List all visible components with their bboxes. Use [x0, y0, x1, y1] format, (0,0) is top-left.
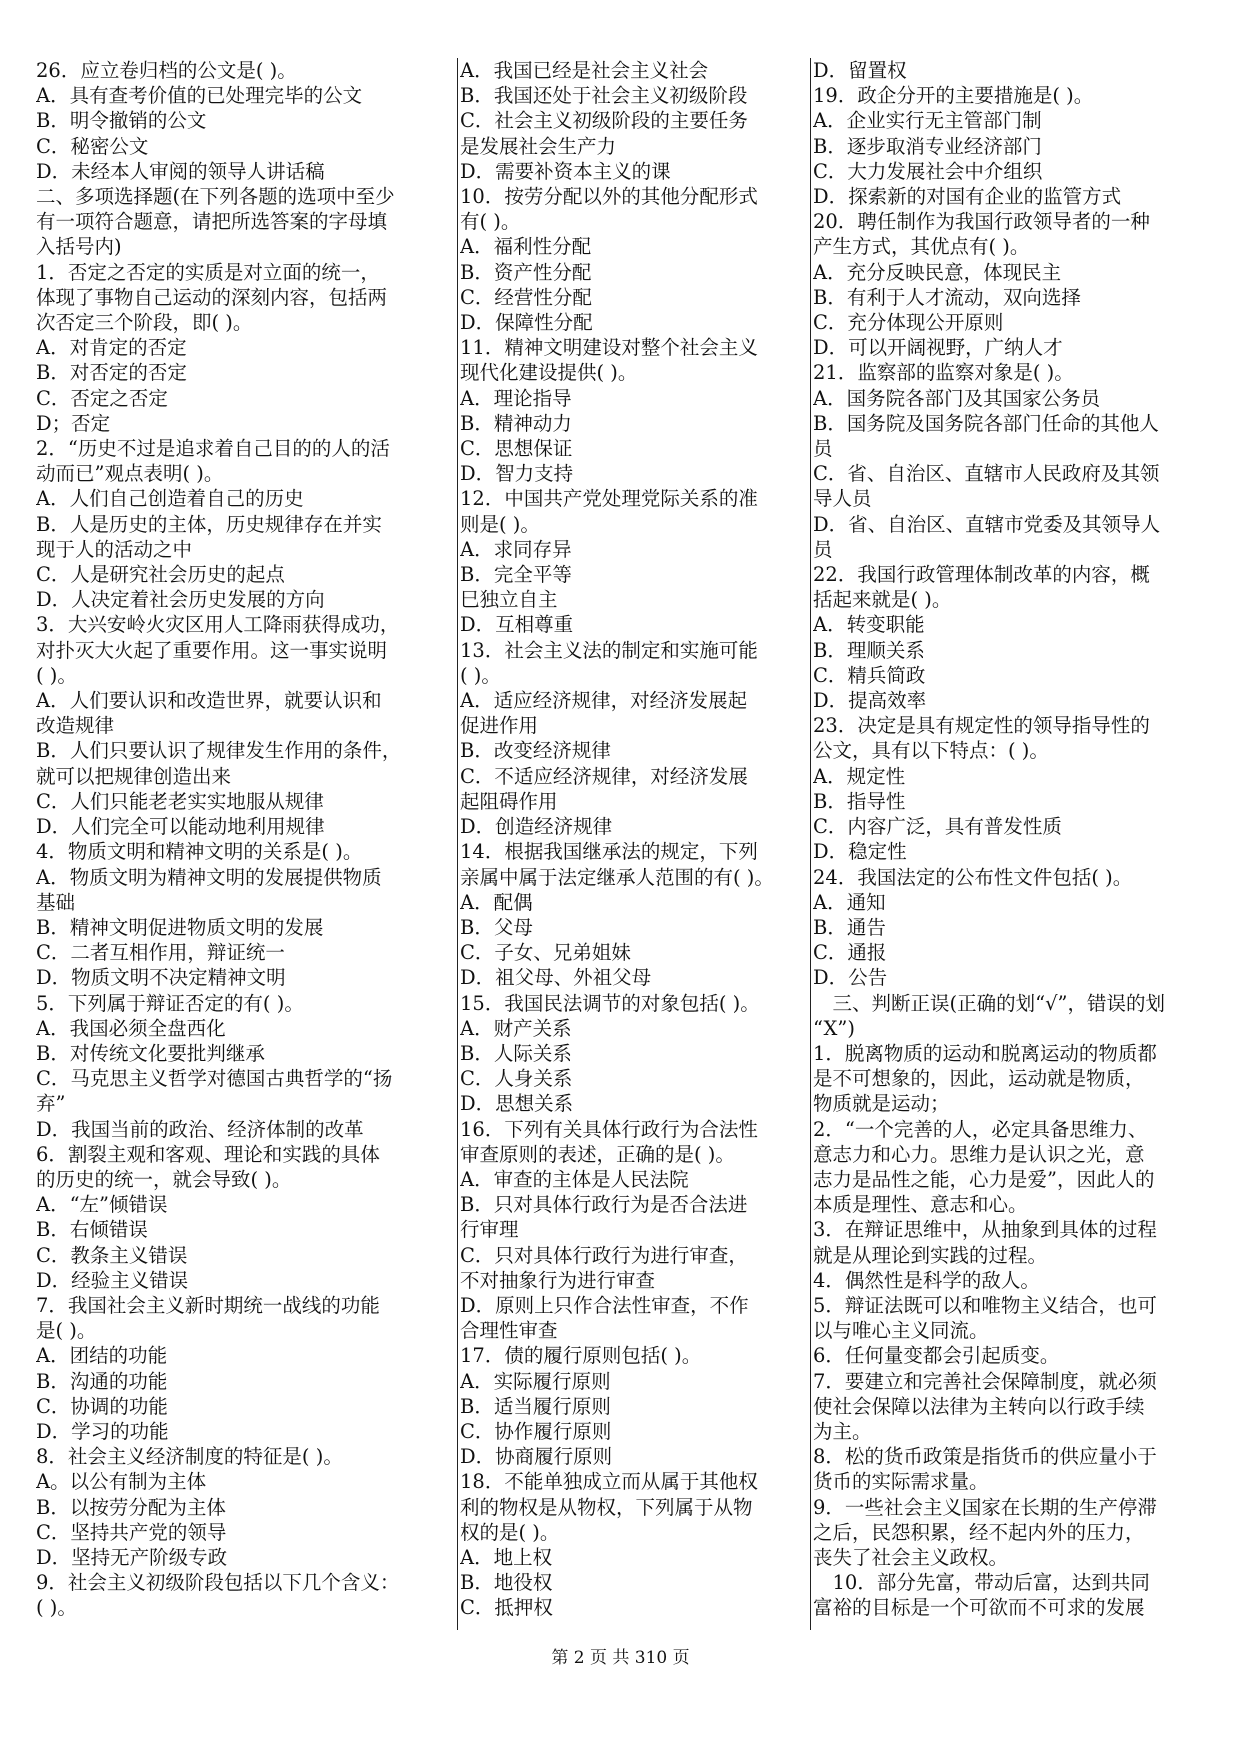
text-line: C．精兵简政 — [813, 663, 926, 687]
text-line: B．只对具体行政行为是否合法进 — [460, 1193, 748, 1217]
text-line: D．智力支持 — [460, 462, 574, 486]
text-line: 是( )。 — [36, 1319, 97, 1343]
text-line: 对扑灭大火起了重要作用。这一事实说明 — [36, 638, 388, 662]
text-line: D．协商履行原则 — [460, 1445, 613, 1469]
text-line: C．教条主义错误 — [36, 1243, 188, 1267]
text-line: B．地役权 — [460, 1571, 553, 1595]
text-line: 5．下列属于辩证否定的有( )。 — [36, 991, 304, 1015]
text-line: D．学习的功能 — [36, 1419, 169, 1443]
text-line: 就可以把规律创造出来 — [36, 764, 232, 788]
text-line: 促进作用 — [460, 714, 539, 738]
text-line: D．稳定性 — [813, 840, 907, 864]
text-line: D．物质文明不决定精神文明 — [36, 966, 286, 990]
text-line: C．思想保证 — [460, 437, 573, 461]
text-line: 起阻碍作用 — [460, 789, 558, 813]
text-line: D．需要补资本主义的课 — [460, 159, 671, 183]
text-line: A．转变职能 — [813, 613, 925, 637]
text-line: C．大力发展社会中介组织 — [813, 159, 1043, 183]
text-line: B．以按劳分配为主体 — [36, 1495, 226, 1519]
text-line: B．对传统文化要批判继承 — [36, 1041, 265, 1065]
text-line: B．资产性分配 — [460, 260, 592, 284]
text-line: 10．部分先富，带动后富，达到共同 — [813, 1571, 1150, 1595]
text-line: A．我国已经是社会主义社会 — [460, 59, 709, 82]
text-line: B．精神动力 — [460, 411, 572, 435]
text-line: 意志力和心力。思维力是认识之光，意 — [813, 1142, 1145, 1166]
text-line: C．内容广泛，具有普发性质 — [813, 815, 1062, 839]
text-line: A．财产关系 — [460, 1016, 572, 1040]
text-line: A．配偶 — [460, 890, 533, 914]
text-line: D．提高效率 — [813, 689, 927, 713]
text-line: C．抵押权 — [460, 1596, 553, 1620]
text-line: D．经验主义错误 — [36, 1268, 189, 1292]
text-line: 9．社会主义初级阶段包括以下几个含义： — [36, 1571, 400, 1595]
text-line: 9．一些社会主义国家在长期的生产停滞 — [813, 1495, 1157, 1519]
text-line: A．团结的功能 — [36, 1344, 168, 1368]
text-line: A．人们自己创造着自己的历史 — [36, 487, 304, 511]
text-line: 4．物质文明和精神文明的关系是( )。 — [36, 840, 363, 864]
text-line: 以与唯心主义同流。 — [813, 1319, 989, 1343]
text-line: 产生方式，其优点有( )。 — [813, 235, 1030, 259]
text-line: 10．按劳分配以外的其他分配形式 — [460, 185, 758, 209]
text-line: D．可以开阔视野，广纳人才 — [813, 336, 1063, 360]
text-line: 括起来就是( )。 — [813, 588, 952, 612]
text-line: C．子女、兄弟姐妹 — [460, 941, 631, 965]
text-line: 志力是品性之能，心力是爱”，因此人的 — [813, 1167, 1155, 1191]
text-line: 则是( )。 — [460, 512, 540, 536]
text-line: B．适当履行原则 — [460, 1394, 611, 1418]
text-line: 19．政企分开的主要措施是( )。 — [813, 84, 1094, 108]
text-line: C．否定之否定 — [36, 386, 168, 410]
text-line: 货币的实际需求量。 — [813, 1470, 989, 1494]
text-line: 2．“历史不过是追求着自己目的的人的活 — [36, 437, 390, 461]
text-line: 17．债的履行原则包括( )。 — [460, 1344, 702, 1368]
text-line: ( )。 — [36, 1596, 77, 1620]
text-column-right — [810, 58, 1205, 1630]
text-line: 24．我国法定的公布性文件包括( )。 — [813, 865, 1133, 889]
text-line: 6．任何量变都会引起质变。 — [813, 1344, 1060, 1368]
text-line: 员 — [813, 537, 833, 561]
text-line: A．适应经济规律，对经济发展起 — [460, 689, 748, 713]
text-line: D．祖父母、外祖父母 — [460, 966, 652, 990]
text-line: A．理论指导 — [460, 386, 572, 410]
text-line: A．国务院各部门及其国家公务员 — [813, 386, 1101, 410]
text-line: 16．下列有关具体行政行为合法性 — [460, 1117, 758, 1141]
text-line: B．人是历史的主体，历史规律存在并实 — [36, 512, 382, 536]
text-line: D．互相尊重 — [460, 613, 574, 637]
text-line: 为主。 — [813, 1419, 872, 1443]
text-line: B．明令撤销的公文 — [36, 109, 207, 133]
text-line: 就是从理论到实践的过程。 — [813, 1243, 1048, 1267]
text-line: D．思想关系 — [460, 1092, 574, 1116]
text-line: D．人们完全可以能动地利用规律 — [36, 815, 325, 839]
text-line: B．精神文明促进物质文明的发展 — [36, 915, 324, 939]
text-line: 3．在辩证思维中，从抽象到具体的过程 — [813, 1218, 1157, 1242]
text-line: 15．我国民法调节的对象包括( )。 — [460, 991, 760, 1015]
text-line: A．具有查考价值的已处理完毕的公文 — [36, 84, 363, 108]
text-line: D．公告 — [813, 966, 888, 990]
text-line: ( )。 — [460, 663, 501, 687]
text-line: C．经营性分配 — [460, 285, 592, 309]
text-line: 6．割裂主观和客观、理论和实践的具体 — [36, 1142, 380, 1166]
text-line: C．通报 — [813, 941, 887, 965]
text-line: B．人们只要认识了规律发生作用的条件， — [36, 739, 402, 763]
text-line: B．右倾错误 — [36, 1218, 148, 1242]
text-line: B．完全平等 — [460, 563, 572, 587]
text-line: B．有利于人才流动，双向选择 — [813, 285, 1081, 309]
text-line: 20．聘任制作为我国行政领导者的一种 — [813, 210, 1150, 234]
text-line: 11．精神文明建设对整个社会主义 — [460, 336, 758, 360]
text-line: C．充分体现公开原则 — [813, 311, 1004, 335]
text-line: A．地上权 — [460, 1545, 553, 1569]
text-line: D．保障性分配 — [460, 311, 593, 335]
text-line: 富裕的目标是一个可欲而不可求的发展 — [813, 1596, 1145, 1620]
text-line: 丧失了社会主义政权。 — [813, 1545, 1009, 1569]
text-line: A．对肯定的否定 — [36, 336, 187, 360]
text-line: 体现了事物自己运动的深刻内容，包括两 — [36, 285, 388, 309]
text-line: C．协调的功能 — [36, 1394, 168, 1418]
text-line: A．充分反映民意，体现民主 — [813, 260, 1062, 284]
text-line: B．理顺关系 — [813, 638, 925, 662]
text-line: C．人们只能老老实实地服从规律 — [36, 789, 324, 813]
text-line: 次否定三个阶段，即( )。 — [36, 311, 253, 335]
text-line: B．改变经济规律 — [460, 739, 611, 763]
text-line: 基础 — [36, 890, 76, 914]
text-line: C．社会主义初级阶段的主要任务 — [460, 109, 748, 133]
text-line: ( )。 — [36, 663, 77, 687]
text-column-left — [36, 58, 436, 1630]
text-line: 弃” — [36, 1092, 66, 1116]
text-line: 入括号内) — [36, 235, 122, 259]
text-line: B．逐步取消专业经济部门 — [813, 134, 1042, 158]
text-line: D．我国当前的政治、经济体制的改革 — [36, 1117, 364, 1141]
text-line: 物质就是运动； — [813, 1092, 950, 1116]
text-line: 有一项符合题意，请把所选答案的字母填 — [36, 210, 388, 234]
text-line: 审查原则的表述，正确的是( )。 — [460, 1142, 735, 1166]
text-line: D．坚持无产阶级专政 — [36, 1545, 228, 1569]
text-line: 5．辩证法既可以和唯物主义结合，也可 — [813, 1293, 1157, 1317]
text-line: A．福利性分配 — [460, 235, 592, 259]
text-line: 的历史的统一，就会导致( )。 — [36, 1167, 292, 1191]
text-line: 员 — [813, 437, 833, 461]
text-line: D．原则上只作合法性审查，不作 — [460, 1293, 749, 1317]
text-line: C．省、自治区、直辖市人民政府及其领 — [813, 462, 1160, 486]
text-line: A．求同存异 — [460, 537, 572, 561]
text-line: 3．大兴安岭火灾区用人工降雨获得成功， — [36, 613, 400, 637]
text-line: 7．要建立和完善社会保障制度，就必须 — [813, 1369, 1157, 1393]
text-line: B．通告 — [813, 915, 886, 939]
text-line: C．坚持共产党的领导 — [36, 1520, 227, 1544]
text-line: 是不可想象的，因此，运动就是物质， — [813, 1067, 1145, 1091]
text-line: 1．否定之否定的实质是对立面的统一， — [36, 260, 380, 284]
text-line: C．不适应经济规律，对经济发展 — [460, 764, 748, 788]
text-line: D．未经本人审阅的领导人讲话稿 — [36, 159, 325, 183]
text-line: 是发展社会生产力 — [460, 134, 617, 158]
text-line: 行审理 — [460, 1218, 519, 1242]
text-line: 有( )。 — [460, 210, 521, 234]
text-line: D．留置权 — [813, 59, 907, 82]
text-line: 26．应立卷归档的公文是( )。 — [36, 59, 297, 82]
text-line: 不对抽象行为进行审查 — [460, 1268, 656, 1292]
text-line: “X”) — [813, 1016, 855, 1040]
text-line: 13．社会主义法的制定和实施可能 — [460, 638, 758, 662]
text-line: A．“左”倾错误 — [36, 1193, 168, 1217]
text-line: 二、多项选择题(在下列各题的选项中至少 — [36, 185, 395, 209]
text-line: 三、判断正误(正确的划“√”，错误的划 — [813, 991, 1165, 1015]
text-line: C．只对具体行政行为进行审查， — [460, 1243, 748, 1267]
text-line: 巳独立自主 — [460, 588, 558, 612]
text-line: 本质是理性、意志和心。 — [813, 1193, 1028, 1217]
text-line: D．人决定着社会历史发展的方向 — [36, 588, 325, 612]
page-footer: 第 2 页 共 310 页 — [551, 1648, 690, 1668]
text-line: 改造规律 — [36, 714, 115, 738]
text-line: 权的是( )。 — [460, 1520, 560, 1544]
text-line: B．我国还处于社会主义初级阶段 — [460, 84, 748, 108]
text-line: A。以公有制为主体 — [36, 1470, 207, 1494]
text-line: 之后，民怨积累，经不起内外的压力， — [813, 1520, 1145, 1544]
text-line: 亲属中属于法定继承人范围的有( )。 — [460, 865, 774, 889]
text-line: D；否定 — [36, 411, 111, 435]
text-line: 22．我国行政管理体制改革的内容，概 — [813, 563, 1150, 587]
text-line: 8．松的货币政策是指货币的供应量小于 — [813, 1445, 1157, 1469]
text-line: B．对否定的否定 — [36, 361, 187, 385]
text-line: A．人们要认识和改造世界，就要认识和 — [36, 689, 382, 713]
text-line: A．物质文明为精神文明的发展提供物质 — [36, 865, 382, 889]
text-line: D．探索新的对国有企业的监管方式 — [813, 185, 1122, 209]
text-line: C．马克思主义哲学对德国古典哲学的“扬 — [36, 1067, 393, 1091]
text-line: D．省、自治区、直辖市党委及其领导人 — [813, 512, 1161, 536]
text-line: 现代化建设提供( )。 — [460, 361, 638, 385]
text-line: 使社会保障以法律为主转向以行政手续 — [813, 1394, 1145, 1418]
text-line: 8．社会主义经济制度的特征是( )。 — [36, 1445, 343, 1469]
text-line: 现于人的活动之中 — [36, 537, 193, 561]
text-line: A．审查的主体是人民法院 — [460, 1167, 689, 1191]
text-line: C．秘密公文 — [36, 134, 149, 158]
text-line: 23．决定是具有规定性的领导指导性的 — [813, 714, 1150, 738]
text-line: 导人员 — [813, 487, 872, 511]
text-line: C．协作履行原则 — [460, 1419, 612, 1443]
text-line: A．通知 — [813, 890, 886, 914]
text-line: B．指导性 — [813, 789, 906, 813]
text-line: 1．脱离物质的运动和脱离运动的物质都 — [813, 1041, 1157, 1065]
text-line: 利的物权是从物权，下列属于从物 — [460, 1495, 753, 1519]
text-line: 2．“一个完善的人，必定具备思维力、 — [813, 1117, 1148, 1141]
text-line: B．人际关系 — [460, 1041, 572, 1065]
text-line: C．人身关系 — [460, 1067, 573, 1091]
text-line: 14．根据我国继承法的规定，下列 — [460, 840, 758, 864]
text-line: A．实际履行原则 — [460, 1369, 611, 1393]
text-line: 21．监察部的监察对象是( )。 — [813, 361, 1074, 385]
text-line: A．企业实行无主管部门制 — [813, 109, 1042, 133]
text-line: B．国务院及国务院各部门任命的其他人 — [813, 411, 1159, 435]
text-line: B．沟通的功能 — [36, 1369, 168, 1393]
text-line: B．父母 — [460, 915, 533, 939]
text-column-middle — [457, 58, 800, 1630]
text-line: A．规定性 — [813, 764, 906, 788]
text-line: D．创造经济规律 — [460, 815, 613, 839]
text-line: 18．不能单独成立而从属于其他权 — [460, 1470, 758, 1494]
text-line: 动而已”观点表明( )。 — [36, 462, 224, 486]
text-line: A．我国必须全盘西化 — [36, 1016, 226, 1040]
text-line: 合理性审查 — [460, 1319, 558, 1343]
text-line: 7．我国社会主义新时期统一战线的功能 — [36, 1293, 380, 1317]
text-line: C．二者互相作用，辩证统一 — [36, 941, 285, 965]
text-line: 公文，具有以下特点：( )。 — [813, 739, 1049, 763]
text-line: C．人是研究社会历史的起点 — [36, 563, 285, 587]
text-line: 12．中国共产党处理党际关系的准 — [460, 487, 758, 511]
text-line: 4．偶然性是科学的敌人。 — [813, 1268, 1040, 1292]
